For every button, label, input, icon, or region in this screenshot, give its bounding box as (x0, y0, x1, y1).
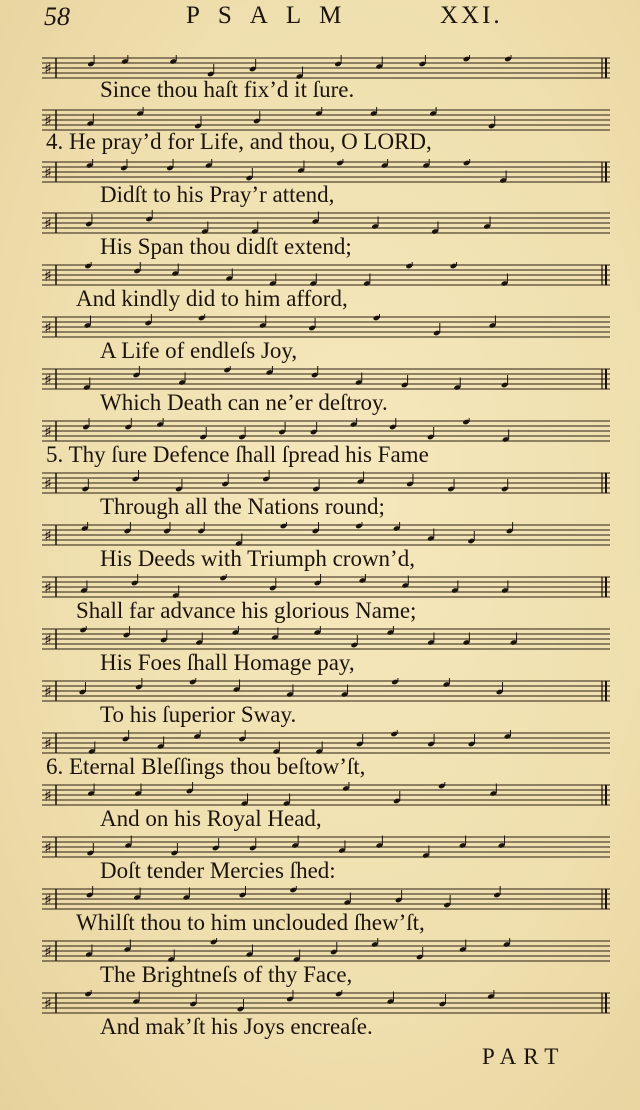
clef-sign: ♯ (44, 111, 52, 130)
clef-sign: ♯ (44, 734, 52, 753)
lyric-line: Doſt tender Mercies ſhed: (100, 858, 336, 883)
clef-sign: ♯ (44, 370, 52, 389)
clef-sign: ♯ (44, 942, 52, 961)
clef-sign: ♯ (44, 890, 52, 909)
lyric-line: His Span thou didſt extend; (100, 234, 352, 259)
page-header (0, 0, 640, 38)
verse-line: 4. He pray’d for Life, and thou, O LORD, (46, 129, 432, 154)
page-number: 58 (44, 2, 70, 31)
lyric-line: The Brightneſs of thy Face, (100, 962, 353, 987)
clef-sign: ♯ (44, 994, 52, 1013)
clef-sign: ♯ (44, 59, 52, 78)
clef-sign: ♯ (44, 682, 52, 701)
lyric-line: Through all the Nations round; (100, 494, 385, 519)
lyric-line: To his ſuperior Sway. (100, 702, 297, 727)
lyric-line: And mak’ſt his Joys encreaſe. (100, 1014, 373, 1039)
psalm-number: XXI. (440, 2, 503, 29)
running-title: PSALM (186, 2, 360, 29)
clef-sign: ♯ (44, 266, 52, 285)
lyric-line: Whilſt thou to him unclouded ſhew’ſt, (76, 910, 425, 935)
clef-sign: ♯ (44, 163, 52, 182)
lyric-line: Shall far advance his glorious Name; (76, 598, 417, 623)
clef-sign: ♯ (44, 630, 52, 649)
verse-line: 5. Thy ſure Defence ſhall ſpread his Fame (46, 442, 429, 467)
lyric-line: His Deeds with Triumph crown’d, (100, 546, 415, 571)
clef-sign: ♯ (44, 578, 52, 597)
lyric-line: Which Death can ne’er deſtroy. (100, 390, 388, 415)
lyric-line: His Foes ſhall Homage pay, (100, 650, 355, 675)
clef-sign: ♯ (44, 318, 52, 337)
lyric-line: A Life of endleſs Joy, (100, 338, 298, 363)
lyric-line: Since thou haſt fix’d it ſure. (100, 77, 355, 102)
verse-line: 6. Eternal Bleſſings thou beſtow’ſt, (46, 754, 366, 779)
lyric-line: Didſt to his Pray’r attend, (100, 182, 335, 207)
lyric-line: And kindly did to him afford, (76, 286, 348, 311)
clef-sign: ♯ (44, 786, 52, 805)
clef-sign: ♯ (44, 422, 52, 441)
clef-sign: ♯ (44, 838, 52, 857)
clef-sign: ♯ (44, 214, 52, 233)
catchword: PART (482, 1044, 566, 1069)
clef-sign: ♯ (44, 526, 52, 545)
lyric-line: And on his Royal Head, (100, 806, 322, 831)
clef-sign: ♯ (44, 474, 52, 493)
